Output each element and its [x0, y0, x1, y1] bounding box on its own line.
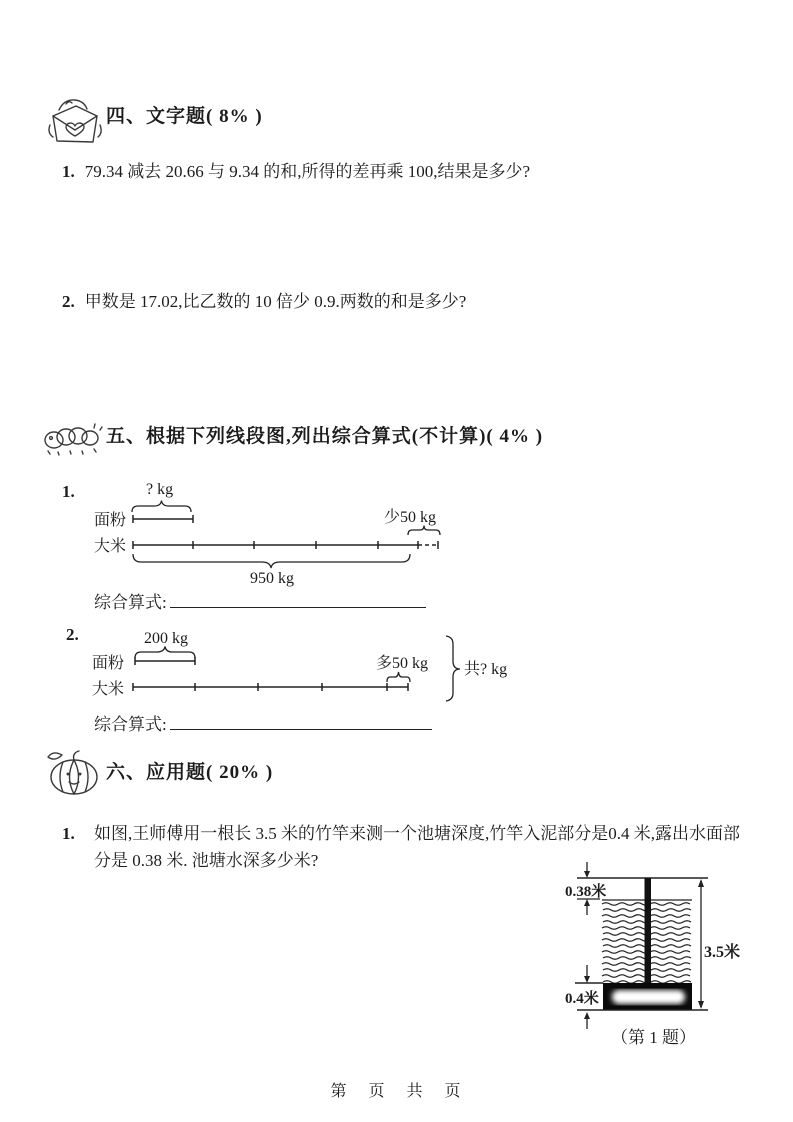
diagram1-top-brace	[132, 501, 191, 513]
diagram2-rice-label: 大米	[92, 681, 125, 698]
question-text: 79.34 减去 20.66 与 9.34 的和,所得的差再乘 100,结果是多少?	[84, 162, 531, 181]
section5-mascot-icon	[42, 418, 104, 458]
answer-blank-line[interactable]	[170, 712, 432, 730]
diagram2-sum-brace	[446, 636, 460, 701]
diagram1-rice-line	[133, 541, 438, 549]
diagram2-top-brace	[135, 647, 195, 659]
diagram2-more-label: 多50 kg	[376, 655, 429, 672]
diagram2-sum-label: 共? kg	[464, 661, 508, 678]
question-number: 2.	[62, 292, 75, 311]
pond-figure	[555, 855, 793, 1055]
bamboo-pole	[645, 878, 652, 990]
diagram2-expression-row	[94, 710, 432, 735]
diagram1-flour-amount-label: ? kg	[146, 481, 174, 498]
diagram2-more-brace	[387, 672, 410, 682]
above-water-label: 0.38米	[565, 884, 607, 900]
segment-diagram-1	[50, 478, 530, 590]
diagram2-rice-line	[133, 683, 408, 691]
section4-title: 四、文字题( 8% )	[106, 106, 263, 127]
question-text: 如图,王师傅用一根长 3.5 米的竹竿来测一个池塘深度,竹竿入泥部分是0.4 米,露出水面部分是 0.38 米. 池塘水深多少米?	[94, 824, 740, 870]
question-number: 1.	[62, 162, 75, 181]
section6-title: 六、应用题( 20% )	[106, 762, 274, 783]
expression-label: 综合算式:	[94, 593, 167, 612]
section6-mascot-icon	[44, 748, 104, 798]
diagram1-flour-label: 面粉	[94, 512, 127, 529]
diagram1-flour-line	[133, 515, 193, 523]
diagram1-less-brace	[408, 526, 440, 536]
diagram2-number: 2.	[66, 625, 79, 644]
question-4-1	[62, 158, 742, 185]
section5-title: 五、根据下列线段图,列出综合算式(不计算)( 4% )	[106, 426, 544, 447]
diagram1-expression-row	[94, 588, 426, 613]
figure-caption: （第 1 题）	[611, 1028, 696, 1047]
question-text: 甲数是 17.02,比乙数的 10 倍少 0.9.两数的和是多少?	[84, 292, 467, 311]
diagram1-number: 1.	[62, 482, 75, 501]
diagram2-flour-amount-label: 200 kg	[144, 630, 188, 647]
page-footer: 第 页 共 页	[330, 1083, 463, 1100]
diagram1-rice-label: 大米	[94, 538, 127, 555]
diagram2-flour-line	[135, 657, 195, 665]
mud-layer	[603, 983, 692, 1010]
pole-length-label: 3.5米	[704, 944, 741, 961]
diagram1-less-label: 少50 kg	[384, 509, 437, 526]
question-number: 1.	[62, 824, 75, 843]
expression-label: 综合算式:	[94, 715, 167, 734]
diagram1-total-label: 950 kg	[250, 570, 294, 587]
question-4-2	[62, 288, 742, 315]
segment-diagram-2	[50, 622, 570, 706]
diagram1-total-brace	[133, 554, 410, 568]
diagram2-flour-label: 面粉	[92, 655, 125, 672]
mud-depth-label: 0.4米	[565, 991, 599, 1007]
section4-mascot-icon	[46, 95, 104, 149]
answer-blank-line[interactable]	[170, 590, 426, 608]
